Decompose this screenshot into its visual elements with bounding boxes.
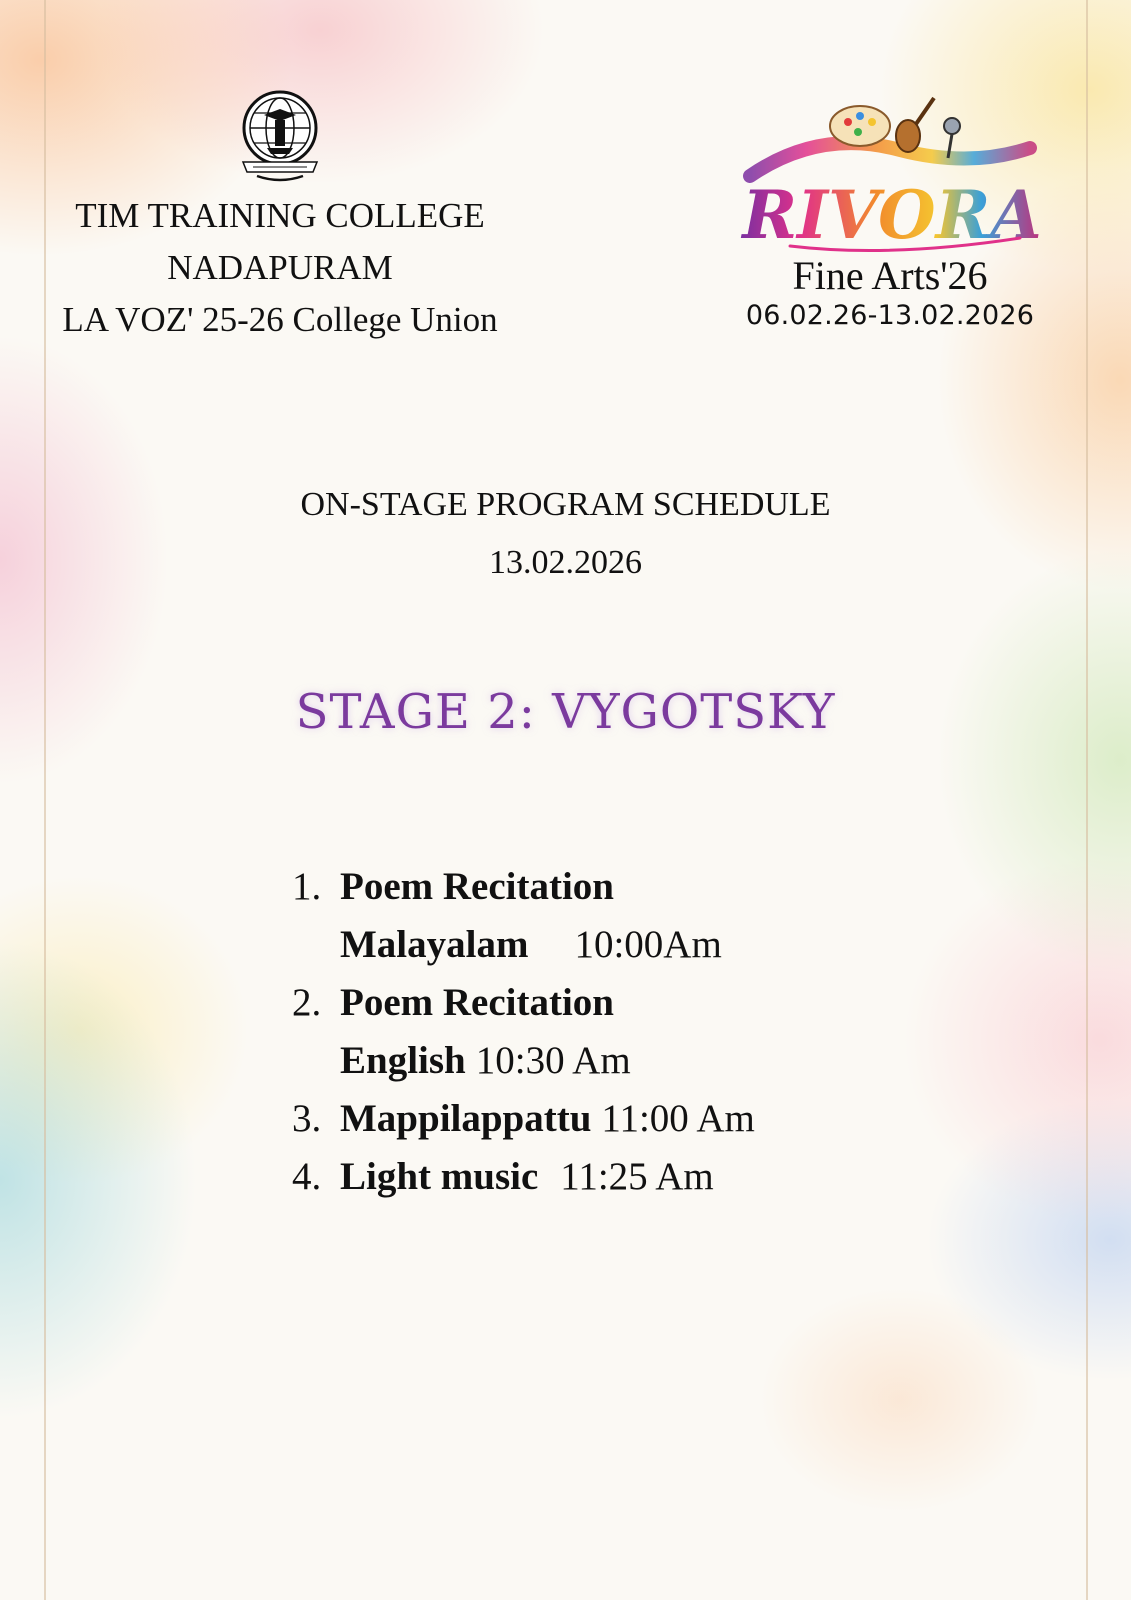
schedule-heading xyxy=(0,476,1131,592)
program-number: 4. xyxy=(292,1155,322,1198)
right-border-line xyxy=(1086,0,1088,1600)
college-place: NADAPURAM xyxy=(167,248,393,287)
program-category: Malayalam xyxy=(340,923,529,966)
fest-header xyxy=(730,88,1050,334)
college-globe-logo xyxy=(237,88,323,184)
schedule-date: 13.02.2026 xyxy=(489,544,642,581)
fest-dates: 06.02.26-13.02.2026 xyxy=(745,300,1035,331)
program-category: English xyxy=(340,1039,466,1082)
schedule-title: ON-STAGE PROGRAM SCHEDULE xyxy=(300,486,831,523)
program-item xyxy=(292,1090,912,1148)
program-number: 2. xyxy=(292,981,322,1024)
program-list xyxy=(292,858,912,1206)
college-name: TIM TRAINING COLLEGE xyxy=(75,196,485,235)
rivora-fest-logo xyxy=(730,88,1050,268)
program-time: 11:25 Am xyxy=(560,1155,714,1198)
program-name: Poem Recitation xyxy=(340,981,614,1024)
program-number: 1. xyxy=(292,865,322,908)
program-time: 11:00 Am xyxy=(601,1097,755,1140)
program-item xyxy=(292,858,912,974)
program-time: 10:30 Am xyxy=(475,1039,631,1082)
program-name: Mappilappattu xyxy=(340,1097,592,1140)
program-number: 3. xyxy=(292,1097,322,1140)
program-name: Poem Recitation xyxy=(340,865,614,908)
fest-subtitle: Fine Arts'26 xyxy=(792,253,988,298)
program-item xyxy=(292,974,912,1090)
program-time: 10:00Am xyxy=(574,923,722,966)
college-union: LA VOZ' 25-26 College Union xyxy=(62,300,498,339)
stage-title: STAGE 2: VYGOTSKY xyxy=(295,684,836,740)
rivora-logo-text: RIVORA xyxy=(742,176,1042,254)
program-name: Light music xyxy=(340,1155,539,1198)
college-header xyxy=(40,88,520,346)
program-item xyxy=(292,1148,912,1206)
